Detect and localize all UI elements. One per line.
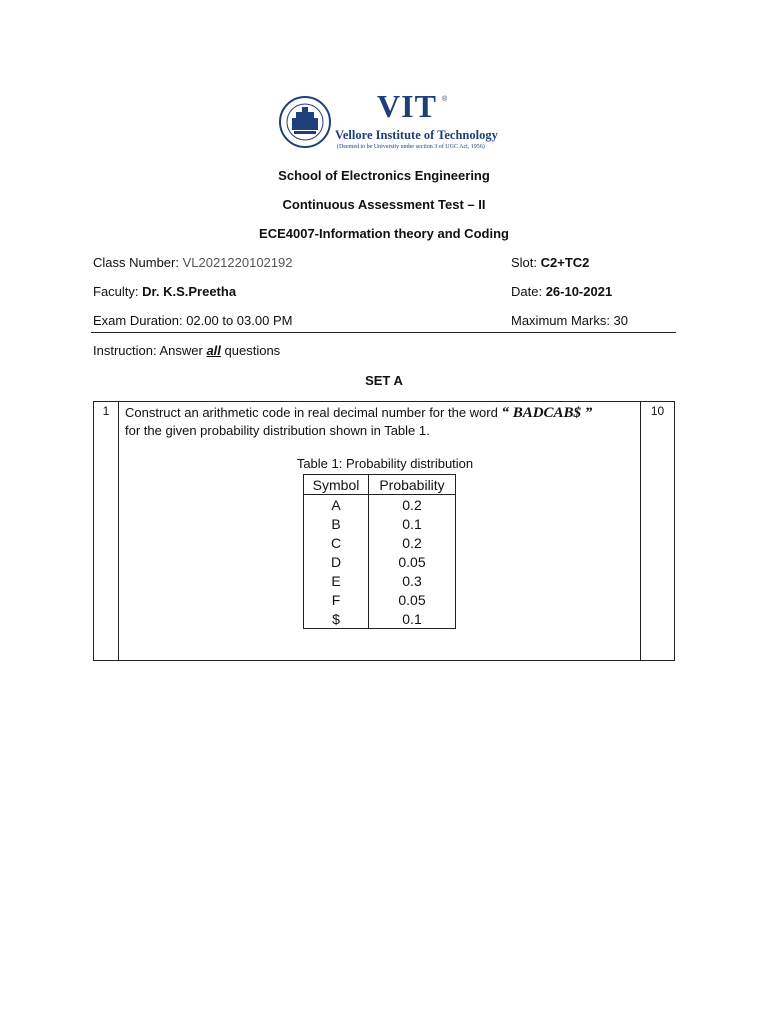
faculty [93, 284, 236, 299]
course-title: ECE4007-Information theory and Coding [259, 226, 509, 241]
symbol-cell: E [304, 571, 369, 590]
university-seal-icon [279, 96, 331, 148]
question-number: 1 [102, 404, 110, 418]
slot [511, 255, 589, 270]
probability-table [303, 474, 456, 629]
symbol-cell: B [304, 514, 369, 533]
institute-name: Vellore Institute of Technology [335, 128, 498, 142]
symbol-cell: A [304, 495, 369, 515]
vit-wordmark: VIT [377, 88, 437, 124]
table-row [304, 533, 456, 552]
probability-header: Probability [369, 475, 456, 495]
symbol-cell: D [304, 552, 369, 571]
exam-date [511, 284, 612, 299]
class-number [93, 255, 292, 270]
table-row [304, 495, 456, 515]
table-row [304, 514, 456, 533]
date-value: 26-10-2021 [545, 284, 613, 299]
symbol-cell: C [304, 533, 369, 552]
column-divider [640, 402, 641, 660]
question-marks: 10 [650, 404, 665, 418]
instruction [93, 343, 280, 358]
table-caption: Table 1: Probability distribution [296, 456, 474, 471]
instruction-emphasis: all [206, 343, 221, 358]
instruction-suffix: questions [220, 343, 281, 358]
vit-logo [279, 88, 498, 156]
slot-value: C2+TC2 [540, 255, 590, 270]
test-name: Continuous Assessment Test – II [282, 197, 486, 212]
probability-cell: 0.2 [369, 495, 456, 515]
question-word: “ BADCAB$ ” [501, 405, 593, 421]
table-row [304, 609, 456, 629]
probability-cell: 0.1 [369, 514, 456, 533]
table-row [304, 590, 456, 609]
question-text-part1: Construct an arithmetic code in real decimal number for the word [125, 405, 502, 420]
class-number-label: Class Number: [93, 255, 183, 270]
exam-duration: Exam Duration: 02.00 to 03.00 PM [93, 313, 293, 328]
set-label: SET A [365, 373, 403, 388]
table-header-row [304, 475, 456, 495]
date-label: Date: [511, 284, 546, 299]
probability-cell: 0.2 [369, 533, 456, 552]
instruction-prefix: Instruction: Answer [93, 343, 207, 358]
maximum-marks: Maximum Marks: 30 [511, 313, 629, 328]
table-row [304, 571, 456, 590]
question-table [93, 401, 675, 661]
faculty-value: Dr. K.S.Preetha [142, 284, 237, 299]
column-divider [118, 402, 119, 660]
slot-label: Slot: [511, 255, 541, 270]
probability-cell: 0.05 [369, 552, 456, 571]
question-text [125, 404, 640, 440]
registered-mark: ® [442, 96, 448, 103]
symbol-cell: $ [304, 609, 369, 629]
faculty-label: Faculty: [93, 284, 143, 299]
question-text-part2: for the given probability distribution shown in Table 1. [125, 423, 430, 438]
symbol-cell: F [304, 590, 369, 609]
deemed-university-note: (Deemed to be University under section 3 of UGC Act, 1956) [337, 144, 485, 150]
symbol-header: Symbol [304, 475, 369, 495]
probability-cell: 0.05 [369, 590, 456, 609]
school-name: School of Electronics Engineering [278, 168, 490, 183]
class-number-value: VL2021220102192 [182, 255, 293, 270]
header-divider [91, 332, 676, 333]
probability-cell: 0.3 [369, 571, 456, 590]
table-row [304, 552, 456, 571]
probability-cell: 0.1 [369, 609, 456, 629]
